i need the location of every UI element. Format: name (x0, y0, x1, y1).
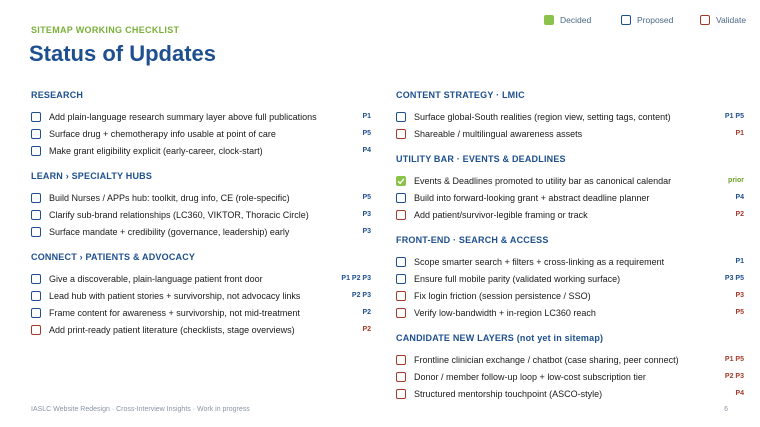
checkbox-icon[interactable] (396, 112, 406, 122)
priority-tag: P3 (735, 292, 744, 299)
checkbox-icon[interactable] (31, 227, 41, 237)
item-label: Give a discoverable, plain-language patient front door (49, 273, 263, 284)
item-label: Surface mandate + credibility (governance, leadership) early (49, 226, 290, 237)
legend-decided (544, 13, 591, 27)
checkbox-icon[interactable] (396, 372, 406, 382)
item-label: Shareable / multilingual awareness assets (414, 128, 583, 139)
priority-tag: P4 (735, 390, 744, 397)
right-column (396, 88, 744, 402)
item-label: Scope smarter search + filters + cross-linking as a requirement (414, 256, 665, 267)
item-label: Build Nurses / APPs hub: toolkit, drug info, CE (role-specific) (49, 192, 290, 203)
checklist-item (31, 108, 371, 125)
section (396, 233, 744, 321)
item-label: Ensure full mobile parity (validated working surface) (414, 273, 621, 284)
item-label: Fix login friction (session persistence / SSO) (414, 290, 591, 301)
item-label: Events & Deadlines promoted to utility bar as canonical calendar (414, 175, 672, 186)
checklist-item (396, 304, 744, 321)
checklist-item (31, 304, 371, 321)
section (396, 88, 744, 142)
checklist-item (31, 189, 371, 206)
validate-swatch-icon (700, 15, 710, 25)
item-label: Clarify sub-brand relationships (LC360, VIKTOR, Thoracic Circle) (49, 209, 309, 220)
checklist-item (396, 253, 744, 270)
priority-tag: P2 (735, 211, 744, 218)
checklist-item (396, 385, 744, 402)
section-title: RESEARCH (31, 90, 84, 100)
item-label: Add plain-language research summary layer above full publications (49, 111, 317, 122)
priority-tag: P1 P5 (724, 356, 744, 363)
section-title: CONNECT › PATIENTS & ADVOCACY (31, 252, 196, 262)
checkbox-icon[interactable] (396, 193, 406, 203)
footer-text: IASLC Website Redesign · Cross-Interview Insights · Work in progress (31, 406, 250, 413)
checklist-item (396, 368, 744, 385)
checkbox-icon[interactable] (396, 257, 406, 267)
checklist-item (396, 206, 744, 223)
left-column (31, 88, 371, 338)
checkbox-icon[interactable] (31, 274, 41, 284)
checklist-item (31, 142, 371, 159)
legend-validate (700, 13, 746, 27)
item-label: Make grant eligibility explicit (early-career, clock-start) (49, 145, 263, 156)
section (396, 152, 744, 223)
checkbox-icon[interactable] (396, 308, 406, 318)
item-label: Frontline clinician exchange / chatbot (case sharing, peer connect) (414, 354, 679, 365)
checklist-item (396, 270, 744, 287)
checklist-item (396, 351, 744, 368)
section-title: FRONT-END · SEARCH & ACCESS (396, 235, 549, 245)
section-title: CANDIDATE NEW LAYERS (not yet in sitemap) (396, 333, 604, 343)
checklist-item (31, 223, 371, 240)
section-title: CONTENT STRATEGY · LMIC (396, 90, 525, 100)
checkbox-icon[interactable] (396, 210, 406, 220)
checklist-item (31, 287, 371, 304)
priority-tag: P5 (362, 130, 371, 137)
priority-tag: P2 (362, 326, 371, 333)
page-number: 6 (724, 406, 728, 413)
checklist-item (396, 287, 744, 304)
checklist-item (31, 206, 371, 223)
item-label: Surface global-South realities (region view, setting tags, content) (414, 111, 671, 122)
priority-tag: P5 (735, 309, 744, 316)
item-label: Build into forward-looking grant + abstract deadline planner (414, 192, 650, 203)
checked-checkbox-icon[interactable] (396, 176, 406, 186)
priority-tag: P1 (735, 258, 744, 265)
priority-tag: P3 (362, 211, 371, 218)
checkbox-icon[interactable] (396, 291, 406, 301)
checkbox-icon[interactable] (31, 325, 41, 335)
page-title: Status of Updates (29, 41, 217, 66)
priority-tag: P2 P3 (724, 373, 744, 380)
item-label: Frame content for awareness + survivorship, not mid-treatment (49, 307, 300, 318)
checklist-item (396, 172, 744, 189)
priority-tag: P4 (362, 147, 371, 154)
checkbox-icon[interactable] (396, 129, 406, 139)
section (31, 250, 371, 338)
decided-swatch-icon (544, 15, 554, 25)
priority-tag: P2 P3 (351, 292, 371, 299)
item-label: Add print-ready patient literature (checklists, stage overviews) (49, 324, 295, 335)
item-label: Donor / member follow-up loop + low-cost subscription tier (414, 371, 646, 382)
section-title: LEARN › SPECIALTY HUBS (31, 171, 153, 181)
priority-tag: P3 P5 (724, 275, 744, 282)
checklist-item (31, 321, 371, 338)
section-title: UTILITY BAR · EVENTS & DEADLINES (396, 154, 566, 164)
priority-tag: P1 (362, 113, 371, 120)
item-label: Lead hub with patient stories + survivorship, not advocacy links (49, 290, 301, 301)
checkbox-icon[interactable] (31, 308, 41, 318)
checkbox-icon[interactable] (31, 146, 41, 156)
checklist-item (31, 125, 371, 142)
item-label: Add patient/survivor-legible framing or track (414, 209, 588, 220)
checkbox-icon[interactable] (31, 129, 41, 139)
item-label: Verify low-bandwidth + in-region LC360 reach (414, 307, 596, 318)
checkbox-icon[interactable] (31, 291, 41, 301)
priority-tag: P1 (735, 130, 744, 137)
priority-tag: P4 (735, 194, 744, 201)
checkbox-icon[interactable] (396, 274, 406, 284)
checklist-item (396, 189, 744, 206)
item-label: Structured mentorship touchpoint (ASCO-style) (414, 388, 603, 399)
item-label: Surface drug + chemotherapy info usable at point of care (49, 128, 276, 139)
priority-tag: prior (728, 177, 744, 184)
priority-tag: P2 (362, 309, 371, 316)
priority-tag: P3 (362, 228, 371, 235)
proposed-swatch-icon (621, 15, 631, 25)
checkbox-icon[interactable] (31, 193, 41, 203)
section (31, 169, 371, 240)
legend (544, 13, 746, 27)
legend-decided-label: Decided (560, 15, 592, 25)
section (396, 331, 744, 402)
legend-validate-label: Validate (716, 15, 747, 25)
priority-tag: P5 (362, 194, 371, 201)
priority-tag: P1 P5 (724, 113, 744, 120)
checkbox-icon[interactable] (396, 389, 406, 399)
legend-proposed (621, 13, 673, 27)
legend-proposed-label: Proposed (637, 15, 674, 25)
eyebrow-label: SITEMAP WORKING CHECKLIST (31, 25, 180, 35)
checklist-item (396, 125, 744, 142)
section (31, 88, 371, 159)
checkbox-icon[interactable] (396, 355, 406, 365)
checklist-item (396, 108, 744, 125)
checkbox-icon[interactable] (31, 210, 41, 220)
checkbox-icon[interactable] (31, 112, 41, 122)
checklist-item (31, 270, 371, 287)
priority-tag: P1 P2 P3 (341, 275, 371, 282)
